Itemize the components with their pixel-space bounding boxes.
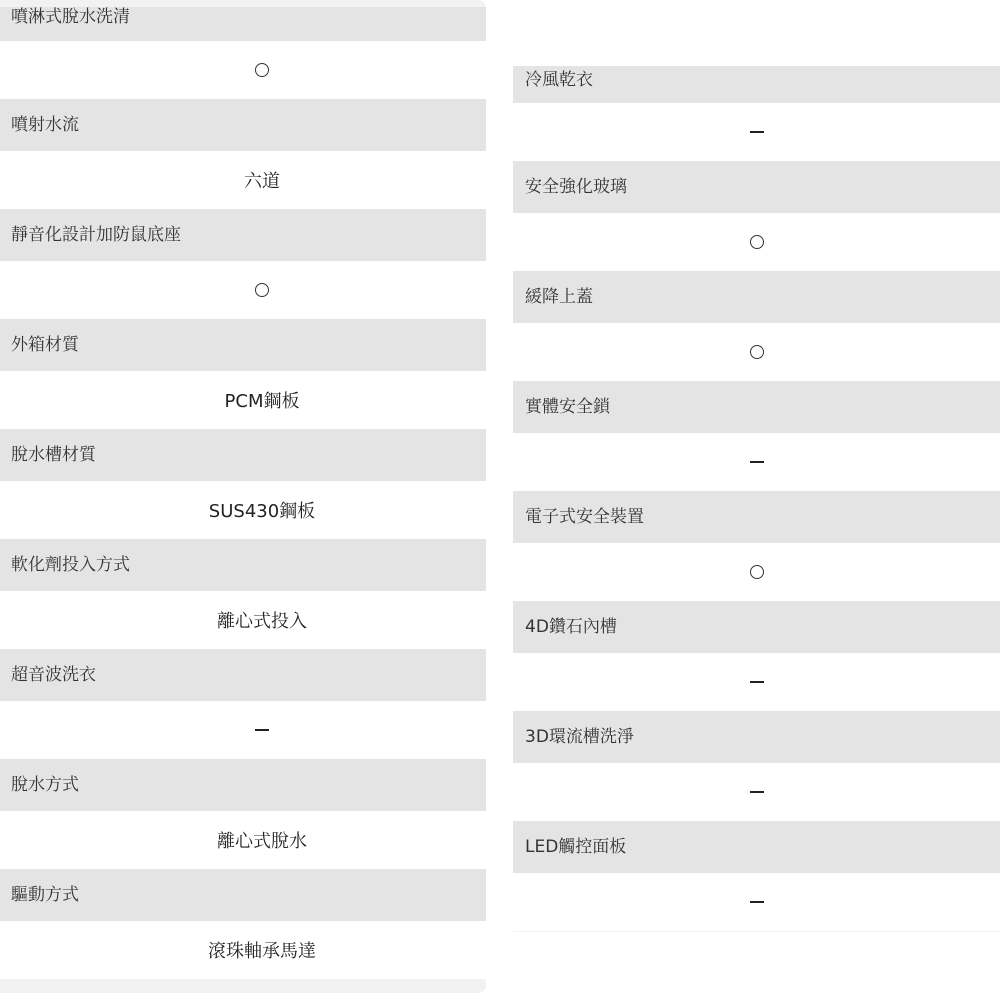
spec-label: 3D環流槽洗淨 (513, 711, 1000, 763)
spec-label: 靜音化設計加防鼠底座 (0, 209, 486, 261)
spec-label: 4D鑽石內槽 (513, 601, 1000, 653)
spec-label: 緩降上蓋 (513, 271, 1000, 323)
spec-value (513, 543, 1000, 601)
spec-label: 軟化劑投入方式 (0, 539, 486, 591)
spec-table-right (513, 66, 1000, 932)
spec-label: 脫水方式 (0, 759, 486, 811)
dash-icon (750, 461, 764, 463)
spec-value (0, 261, 486, 319)
dash-icon (750, 131, 764, 133)
dash-icon (750, 681, 764, 683)
spec-value: 滾珠軸承馬達 (0, 921, 486, 979)
spec-value: SUS430鋼板 (0, 481, 486, 539)
spec-label: 脫水槽材質 (0, 429, 486, 481)
dash-icon (750, 901, 764, 903)
spec-value (513, 763, 1000, 821)
spec-value: 六道 (0, 151, 486, 209)
spec-label: 安全強化玻璃 (513, 161, 1000, 213)
spec-value (513, 323, 1000, 381)
spec-value (513, 873, 1000, 931)
spec-value: PCM鋼板 (0, 371, 486, 429)
circle-icon (255, 283, 269, 297)
spec-value (513, 653, 1000, 711)
spec-label: 噴淋式脫水洗清 (0, 7, 486, 41)
circle-icon (255, 63, 269, 77)
spec-table-left (0, 0, 486, 993)
spec-value: 離心式投入 (0, 591, 486, 649)
spec-label: 外箱材質 (0, 319, 486, 371)
circle-icon (750, 565, 764, 579)
spec-value (513, 103, 1000, 161)
spec-value (513, 213, 1000, 271)
spec-label: 冷風乾衣 (513, 66, 1000, 103)
spec-value (513, 433, 1000, 491)
spec-label: 實體安全鎖 (513, 381, 1000, 433)
spec-label: 超音波洗衣 (0, 649, 486, 701)
spec-value: 離心式脫水 (0, 811, 486, 869)
spec-value (0, 41, 486, 99)
spec-label: LED觸控面板 (513, 821, 1000, 873)
circle-icon (750, 235, 764, 249)
spec-label: 噴射水流 (0, 99, 486, 151)
spec-value (0, 701, 486, 759)
spec-label: 電子式安全裝置 (513, 491, 1000, 543)
circle-icon (750, 345, 764, 359)
spec-label: 驅動方式 (0, 869, 486, 921)
dash-icon (255, 729, 269, 731)
dash-icon (750, 791, 764, 793)
